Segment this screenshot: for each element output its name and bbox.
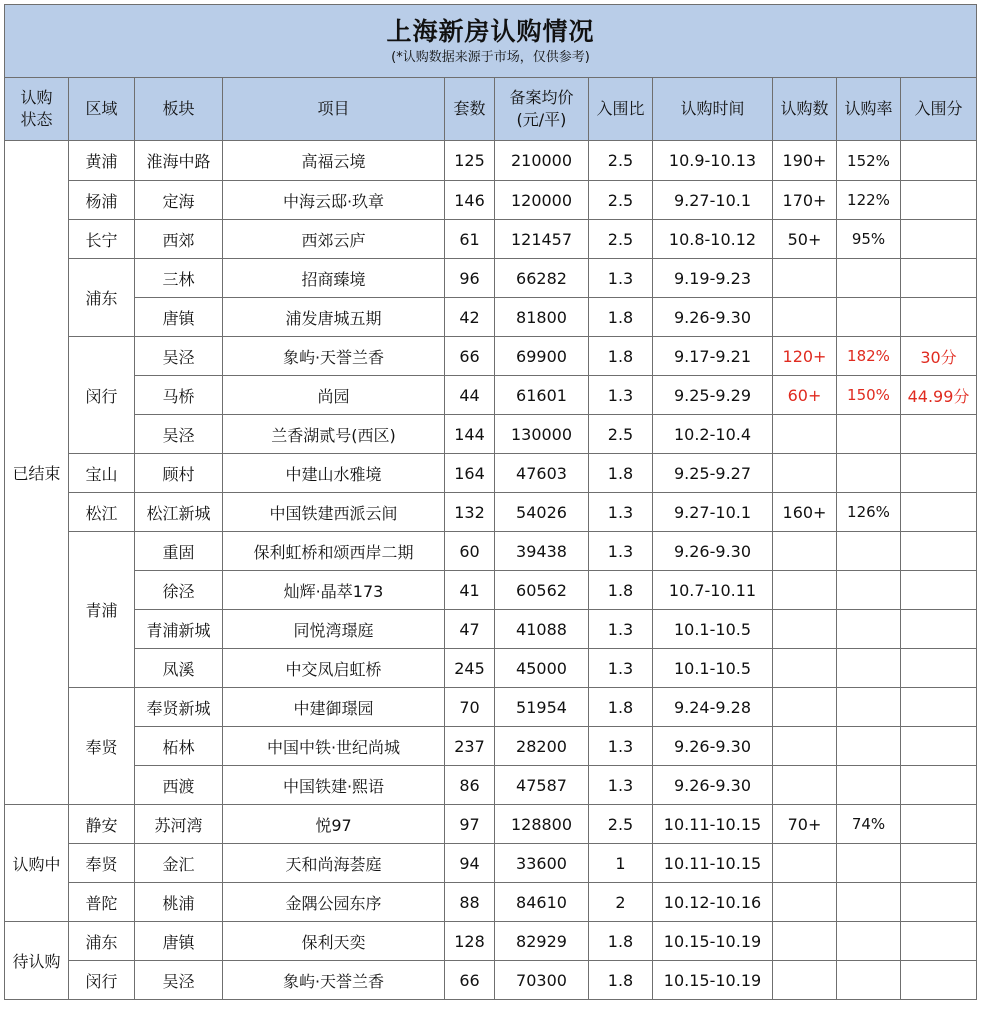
- district-cell: 杨浦: [69, 181, 135, 220]
- district-cell: 奉贤: [69, 688, 135, 805]
- score-cell: [901, 805, 977, 844]
- block-cell: 重固: [135, 532, 223, 571]
- units-cell: 128: [445, 922, 495, 961]
- score-cell: [901, 298, 977, 337]
- count-cell: [773, 415, 837, 454]
- units-cell: 42: [445, 298, 495, 337]
- score-cell: [901, 415, 977, 454]
- units-cell: 70: [445, 688, 495, 727]
- ratio-cell: 1.3: [589, 766, 653, 805]
- rate-cell: 74%: [837, 805, 901, 844]
- price-cell: 121457: [495, 220, 589, 259]
- header-district: 区域: [69, 78, 135, 141]
- table-row: [5, 220, 977, 259]
- time-cell: 9.26-9.30: [653, 727, 773, 766]
- score-cell: [901, 688, 977, 727]
- block-cell: 苏河湾: [135, 805, 223, 844]
- time-cell: 10.15-10.19: [653, 961, 773, 1000]
- district-cell: 青浦: [69, 532, 135, 688]
- ratio-cell: 2.5: [589, 181, 653, 220]
- ratio-cell: 1.3: [589, 376, 653, 415]
- units-cell: 96: [445, 259, 495, 298]
- header-count: 认购数: [773, 78, 837, 141]
- score-cell: [901, 922, 977, 961]
- ratio-cell: 1.3: [589, 610, 653, 649]
- ratio-cell: 1.3: [589, 532, 653, 571]
- price-cell: 61601: [495, 376, 589, 415]
- time-cell: 9.19-9.23: [653, 259, 773, 298]
- status-cell-ended: 已结束: [5, 141, 69, 805]
- project-cell: 高福云境: [223, 141, 445, 181]
- units-cell: 44: [445, 376, 495, 415]
- table-row: [5, 571, 977, 610]
- block-cell: 西渡: [135, 766, 223, 805]
- ratio-cell: 1.8: [589, 337, 653, 376]
- score-cell: [901, 610, 977, 649]
- score-cell: [901, 454, 977, 493]
- block-cell: 吴泾: [135, 337, 223, 376]
- score-cell: [901, 883, 977, 922]
- score-cell: [901, 532, 977, 571]
- price-cell: 41088: [495, 610, 589, 649]
- ratio-cell: 1.8: [589, 454, 653, 493]
- rate-cell: 126%: [837, 493, 901, 532]
- block-cell: 马桥: [135, 376, 223, 415]
- time-cell: 10.11-10.15: [653, 844, 773, 883]
- block-cell: 唐镇: [135, 922, 223, 961]
- ratio-cell: 1.3: [589, 493, 653, 532]
- time-cell: 10.11-10.15: [653, 805, 773, 844]
- project-cell: 悦97: [223, 805, 445, 844]
- price-cell: 28200: [495, 727, 589, 766]
- project-cell: 尚园: [223, 376, 445, 415]
- price-cell: 120000: [495, 181, 589, 220]
- rate-cell: [837, 961, 901, 1000]
- block-cell: 定海: [135, 181, 223, 220]
- table-row: [5, 649, 977, 688]
- ratio-cell: 1: [589, 844, 653, 883]
- ratio-cell: 1.8: [589, 571, 653, 610]
- score-cell: [901, 493, 977, 532]
- price-cell: 39438: [495, 532, 589, 571]
- score-cell: [901, 181, 977, 220]
- count-cell: [773, 571, 837, 610]
- units-cell: 125: [445, 141, 495, 181]
- time-cell: 10.12-10.16: [653, 883, 773, 922]
- price-cell: 66282: [495, 259, 589, 298]
- count-cell: 60+: [773, 376, 837, 415]
- header-time: 认购时间: [653, 78, 773, 141]
- units-cell: 245: [445, 649, 495, 688]
- status-cell-pending: 待认购: [5, 922, 69, 1000]
- table-row: [5, 454, 977, 493]
- units-cell: 97: [445, 805, 495, 844]
- score-cell: [901, 259, 977, 298]
- district-cell: 普陀: [69, 883, 135, 922]
- header-units: 套数: [445, 78, 495, 141]
- table-title-block: [5, 5, 977, 78]
- time-cell: 10.7-10.11: [653, 571, 773, 610]
- time-cell: 9.24-9.28: [653, 688, 773, 727]
- price-cell: 82929: [495, 922, 589, 961]
- project-cell: 保利天奕: [223, 922, 445, 961]
- time-cell: 10.8-10.12: [653, 220, 773, 259]
- block-cell: 吴泾: [135, 961, 223, 1000]
- units-cell: 47: [445, 610, 495, 649]
- project-cell: 中海云邸·玖章: [223, 181, 445, 220]
- time-cell: 9.27-10.1: [653, 493, 773, 532]
- count-cell: [773, 532, 837, 571]
- count-cell: 120+: [773, 337, 837, 376]
- units-cell: 132: [445, 493, 495, 532]
- block-cell: 桃浦: [135, 883, 223, 922]
- block-cell: 淮海中路: [135, 141, 223, 181]
- block-cell: 三林: [135, 259, 223, 298]
- price-cell: 81800: [495, 298, 589, 337]
- units-cell: 60: [445, 532, 495, 571]
- time-cell: 10.9-10.13: [653, 141, 773, 181]
- header-rate: 认购率: [837, 78, 901, 141]
- time-cell: 9.26-9.30: [653, 766, 773, 805]
- table-row: [5, 376, 977, 415]
- time-cell: 9.25-9.29: [653, 376, 773, 415]
- count-cell: 160+: [773, 493, 837, 532]
- rate-cell: [837, 766, 901, 805]
- time-cell: 10.1-10.5: [653, 610, 773, 649]
- count-cell: [773, 844, 837, 883]
- district-cell: 闵行: [69, 337, 135, 454]
- project-cell: 天和尚海荟庭: [223, 844, 445, 883]
- units-cell: 61: [445, 220, 495, 259]
- project-cell: 中交凤启虹桥: [223, 649, 445, 688]
- price-cell: 84610: [495, 883, 589, 922]
- header-project: 项目: [223, 78, 445, 141]
- block-cell: 凤溪: [135, 649, 223, 688]
- table-row: [5, 493, 977, 532]
- table-row: [5, 883, 977, 922]
- table-row: [5, 844, 977, 883]
- price-cell: 128800: [495, 805, 589, 844]
- count-cell: [773, 922, 837, 961]
- count-cell: [773, 259, 837, 298]
- count-cell: [773, 883, 837, 922]
- block-cell: 奉贤新城: [135, 688, 223, 727]
- project-cell: 同悦湾璟庭: [223, 610, 445, 649]
- rate-cell: [837, 688, 901, 727]
- price-cell: 47587: [495, 766, 589, 805]
- score-cell: [901, 571, 977, 610]
- block-cell: 西郊: [135, 220, 223, 259]
- units-cell: 66: [445, 337, 495, 376]
- rate-cell: [837, 298, 901, 337]
- count-cell: [773, 727, 837, 766]
- rate-cell: [837, 844, 901, 883]
- table-row: [5, 298, 977, 337]
- price-cell: 33600: [495, 844, 589, 883]
- block-cell: 唐镇: [135, 298, 223, 337]
- rate-cell: [837, 922, 901, 961]
- rate-cell: [837, 259, 901, 298]
- district-cell: 静安: [69, 805, 135, 844]
- ratio-cell: 1.8: [589, 298, 653, 337]
- project-cell: 金隅公园东序: [223, 883, 445, 922]
- units-cell: 86: [445, 766, 495, 805]
- rate-cell: [837, 532, 901, 571]
- ratio-cell: 2.5: [589, 141, 653, 181]
- units-cell: 66: [445, 961, 495, 1000]
- score-cell: [901, 141, 977, 181]
- rate-cell: [837, 415, 901, 454]
- table-row: [5, 805, 977, 844]
- table-row: [5, 961, 977, 1000]
- ratio-cell: 1.3: [589, 727, 653, 766]
- table-body: [5, 141, 977, 1000]
- price-cell: 130000: [495, 415, 589, 454]
- rate-cell: 150%: [837, 376, 901, 415]
- block-cell: 松江新城: [135, 493, 223, 532]
- count-cell: [773, 454, 837, 493]
- score-cell: [901, 649, 977, 688]
- time-cell: 10.2-10.4: [653, 415, 773, 454]
- count-cell: [773, 688, 837, 727]
- count-cell: [773, 610, 837, 649]
- project-cell: 中建山水雅境: [223, 454, 445, 493]
- ratio-cell: 1.8: [589, 922, 653, 961]
- count-cell: [773, 649, 837, 688]
- rate-cell: [837, 454, 901, 493]
- district-cell: 浦东: [69, 922, 135, 961]
- price-cell: 54026: [495, 493, 589, 532]
- project-cell: 中国中铁·世纪尚城: [223, 727, 445, 766]
- project-cell: 浦发唐城五期: [223, 298, 445, 337]
- subscription-table-sheet: [4, 4, 976, 1000]
- table-row: [5, 610, 977, 649]
- district-cell: 奉贤: [69, 844, 135, 883]
- subscription-table: [4, 4, 977, 1000]
- score-cell: 44.99分: [901, 376, 977, 415]
- district-cell: 浦东: [69, 259, 135, 337]
- district-cell: 松江: [69, 493, 135, 532]
- ratio-cell: 2.5: [589, 220, 653, 259]
- units-cell: 237: [445, 727, 495, 766]
- units-cell: 164: [445, 454, 495, 493]
- project-cell: 中国铁建·熙语: [223, 766, 445, 805]
- ratio-cell: 2: [589, 883, 653, 922]
- price-cell: 47603: [495, 454, 589, 493]
- count-cell: 70+: [773, 805, 837, 844]
- time-cell: 9.26-9.30: [653, 532, 773, 571]
- score-cell: [901, 766, 977, 805]
- price-cell: 70300: [495, 961, 589, 1000]
- column-header-row: [5, 78, 977, 141]
- count-cell: 170+: [773, 181, 837, 220]
- header-block: 板块: [135, 78, 223, 141]
- rate-cell: [837, 727, 901, 766]
- project-cell: 西郊云庐: [223, 220, 445, 259]
- district-cell: 黄浦: [69, 141, 135, 181]
- page-title: 上海新房认购情况: [386, 17, 595, 46]
- score-cell: 30分: [901, 337, 977, 376]
- rate-cell: [837, 571, 901, 610]
- status-cell-ongoing: 认购中: [5, 805, 69, 922]
- table-row: [5, 922, 977, 961]
- rate-cell: 122%: [837, 181, 901, 220]
- count-cell: [773, 961, 837, 1000]
- time-cell: 9.25-9.27: [653, 454, 773, 493]
- project-cell: 灿辉·晶萃173: [223, 571, 445, 610]
- rate-cell: [837, 883, 901, 922]
- header-price: 备案均价 (元/平): [495, 78, 589, 141]
- score-cell: [901, 844, 977, 883]
- table-row: [5, 141, 977, 181]
- ratio-cell: 1.8: [589, 961, 653, 1000]
- project-cell: 象屿·天誉兰香: [223, 961, 445, 1000]
- table-row: [5, 337, 977, 376]
- table-row: [5, 259, 977, 298]
- project-cell: 象屿·天誉兰香: [223, 337, 445, 376]
- rate-cell: [837, 610, 901, 649]
- project-cell: 中建御璟园: [223, 688, 445, 727]
- count-cell: 50+: [773, 220, 837, 259]
- score-cell: [901, 220, 977, 259]
- price-cell: 45000: [495, 649, 589, 688]
- table-row: [5, 688, 977, 727]
- count-cell: 190+: [773, 141, 837, 181]
- project-cell: 保利虹桥和颂西岸二期: [223, 532, 445, 571]
- count-cell: [773, 766, 837, 805]
- ratio-cell: 2.5: [589, 805, 653, 844]
- project-cell: 中国铁建西派云间: [223, 493, 445, 532]
- block-cell: 青浦新城: [135, 610, 223, 649]
- rate-cell: 95%: [837, 220, 901, 259]
- count-cell: [773, 298, 837, 337]
- units-cell: 146: [445, 181, 495, 220]
- units-cell: 94: [445, 844, 495, 883]
- table-row: [5, 766, 977, 805]
- district-cell: 宝山: [69, 454, 135, 493]
- time-cell: 9.27-10.1: [653, 181, 773, 220]
- header-score: 入围分: [901, 78, 977, 141]
- block-cell: 吴泾: [135, 415, 223, 454]
- block-cell: 柘林: [135, 727, 223, 766]
- time-cell: 10.1-10.5: [653, 649, 773, 688]
- project-cell: 兰香湖贰号(西区): [223, 415, 445, 454]
- units-cell: 88: [445, 883, 495, 922]
- data-source-note: (*认购数据来源于市场，仅供参考): [391, 50, 590, 65]
- units-cell: 144: [445, 415, 495, 454]
- score-cell: [901, 961, 977, 1000]
- table-row: [5, 181, 977, 220]
- price-cell: 69900: [495, 337, 589, 376]
- time-cell: 10.15-10.19: [653, 922, 773, 961]
- price-cell: 51954: [495, 688, 589, 727]
- rate-cell: [837, 649, 901, 688]
- district-cell: 闵行: [69, 961, 135, 1000]
- ratio-cell: 1.3: [589, 649, 653, 688]
- rate-cell: 182%: [837, 337, 901, 376]
- block-cell: 金汇: [135, 844, 223, 883]
- project-cell: 招商臻境: [223, 259, 445, 298]
- table-row: [5, 415, 977, 454]
- units-cell: 41: [445, 571, 495, 610]
- header-status: 认购 状态: [5, 78, 69, 141]
- price-cell: 210000: [495, 141, 589, 181]
- block-cell: 顾村: [135, 454, 223, 493]
- ratio-cell: 1.8: [589, 688, 653, 727]
- table-row: [5, 727, 977, 766]
- time-cell: 9.17-9.21: [653, 337, 773, 376]
- header-ratio: 入围比: [589, 78, 653, 141]
- ratio-cell: 2.5: [589, 415, 653, 454]
- block-cell: 徐泾: [135, 571, 223, 610]
- rate-cell: 152%: [837, 141, 901, 181]
- district-cell: 长宁: [69, 220, 135, 259]
- time-cell: 9.26-9.30: [653, 298, 773, 337]
- table-row: [5, 532, 977, 571]
- price-cell: 60562: [495, 571, 589, 610]
- score-cell: [901, 727, 977, 766]
- ratio-cell: 1.3: [589, 259, 653, 298]
